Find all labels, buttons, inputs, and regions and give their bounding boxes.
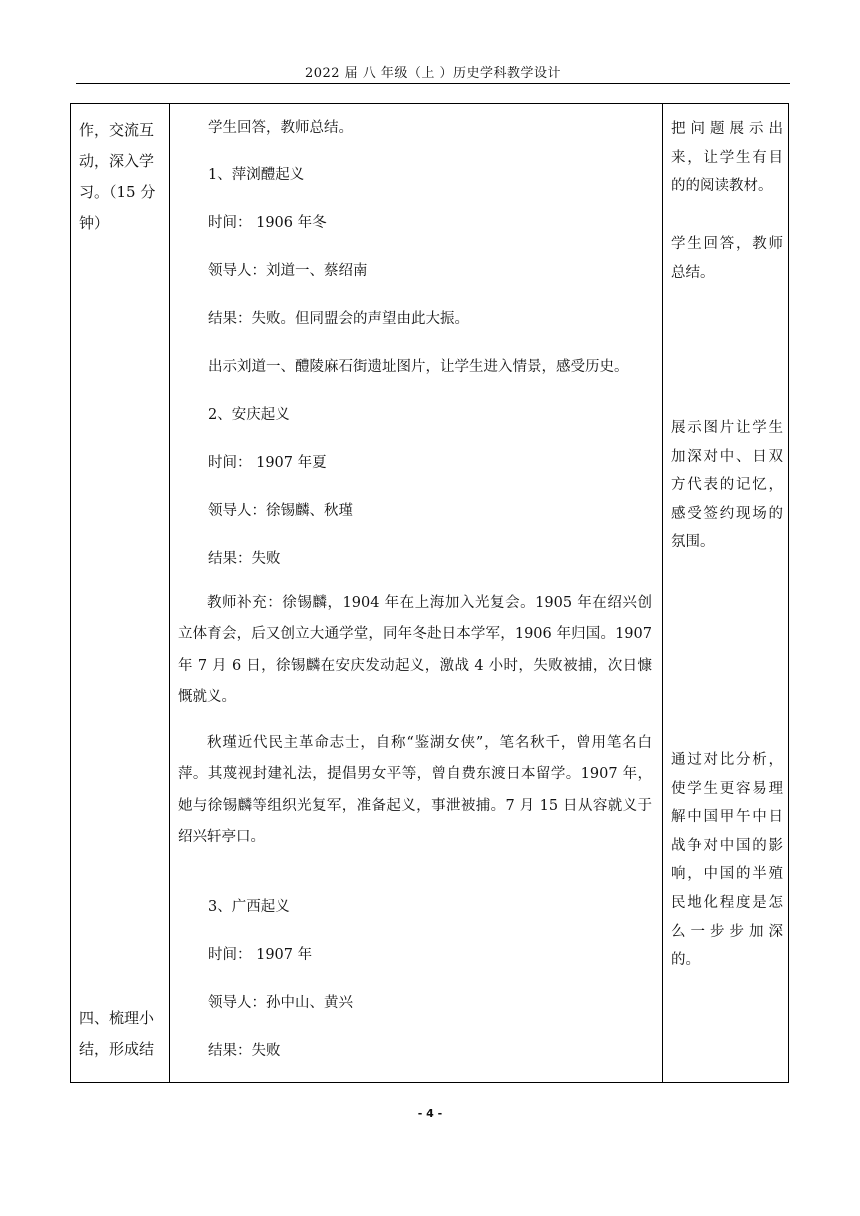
right-line: 总结。: [671, 264, 715, 281]
header-rule: [76, 83, 790, 84]
right-line: 使学生更容易理: [671, 780, 783, 797]
right-line: 氛围。: [671, 534, 715, 551]
lesson-table: [70, 103, 789, 1083]
left-cell-summary: [79, 1003, 163, 1065]
left-line: 四、梳理小: [79, 1009, 155, 1027]
event-time: 时间： 1907 年夏: [208, 455, 327, 471]
intro-text: 学生回答，教师总结。: [208, 120, 353, 136]
event-leader: 领导人：徐锡麟、秋瑾: [208, 503, 353, 519]
right-line: 响，中国的半殖: [671, 866, 783, 883]
right-line: 方代表的记忆，: [671, 477, 783, 494]
event-time: 时间： 1906 年冬: [208, 215, 327, 231]
teaching-note: 出示刘道一、醴陵麻石街遗址图片，让学生进入情景，感受历史。: [208, 359, 629, 375]
event-leader: 领导人：孙中山、黄兴: [208, 995, 353, 1011]
event-result: 结果：失败: [208, 1043, 281, 1059]
event-time: 时间： 1907 年: [208, 947, 313, 963]
right-line: 的。: [671, 952, 700, 969]
event-leader: 领导人：刘道一、蔡绍南: [208, 263, 368, 279]
page-number: - 4 -: [417, 1107, 443, 1120]
section-title: 3、广西起义: [208, 899, 290, 915]
right-line: 来，让学生有目: [671, 149, 783, 166]
right-line: 感受签约现场的: [671, 505, 783, 522]
section-title: 1、萍浏醴起义: [208, 167, 305, 183]
design-intent-4: [671, 746, 783, 975]
right-line: 展示图片让学生: [671, 420, 783, 436]
supplement-paragraph: 教师补充：徐锡麟，1904 年在上海加入光复会。1905 年在绍兴创立体育会，后又创立大通学堂，同年冬赴日本学军，1906 年归国。1907 年 7 月 6 日，徐锡麟在安庆发动起义，激战 4 小时，失败被捕，次日慷慨就义。: [178, 595, 652, 705]
left-line: 习。（15 分: [79, 183, 156, 201]
right-line: 学生回答，教师: [671, 236, 783, 252]
left-line: 动，深入学: [79, 152, 155, 170]
right-line: 的的阅读教材。: [671, 178, 773, 195]
right-line: 么一步步加深: [671, 923, 783, 940]
design-intent-2: [671, 230, 783, 287]
supplement-paragraph: 秋瑾近代民主革命志士，自称“鉴湖女侠”，笔名秋千，曾用笔名白萍。其蔑视封建礼法，提倡男女平等，曾自费东渡日本留学。1907 年，她与徐锡麟等组织光复军，准备起义，事泄被捕。7 月 15 日从容就义于绍兴轩亭口。: [178, 735, 652, 845]
column-divider: [662, 104, 663, 1082]
left-line: 结，形成结: [79, 1040, 155, 1058]
section-title: 2、安庆起义: [208, 407, 290, 423]
left-line: 钟）: [79, 214, 110, 232]
right-line: 解中国甲午中日: [671, 809, 783, 826]
right-line: 战争对中国的影: [671, 837, 783, 854]
right-line: 民地化程度是怎: [671, 894, 783, 911]
left-cell-activity: [79, 115, 163, 239]
event-result: 结果：失败: [208, 551, 281, 567]
right-line: 通过对比分析，: [671, 752, 783, 768]
page-header: 2022 届 八 年级（上 ）历史学科教学设计: [304, 66, 562, 81]
left-line: 作，交流互: [79, 121, 155, 139]
right-line: 把问题展示出: [671, 121, 783, 137]
design-intent-3: [671, 414, 783, 557]
event-result: 结果：失败。但同盟会的声望由此大振。: [208, 311, 469, 327]
design-intent-1: [671, 115, 783, 201]
right-line: 加深对中、日双: [671, 448, 783, 465]
